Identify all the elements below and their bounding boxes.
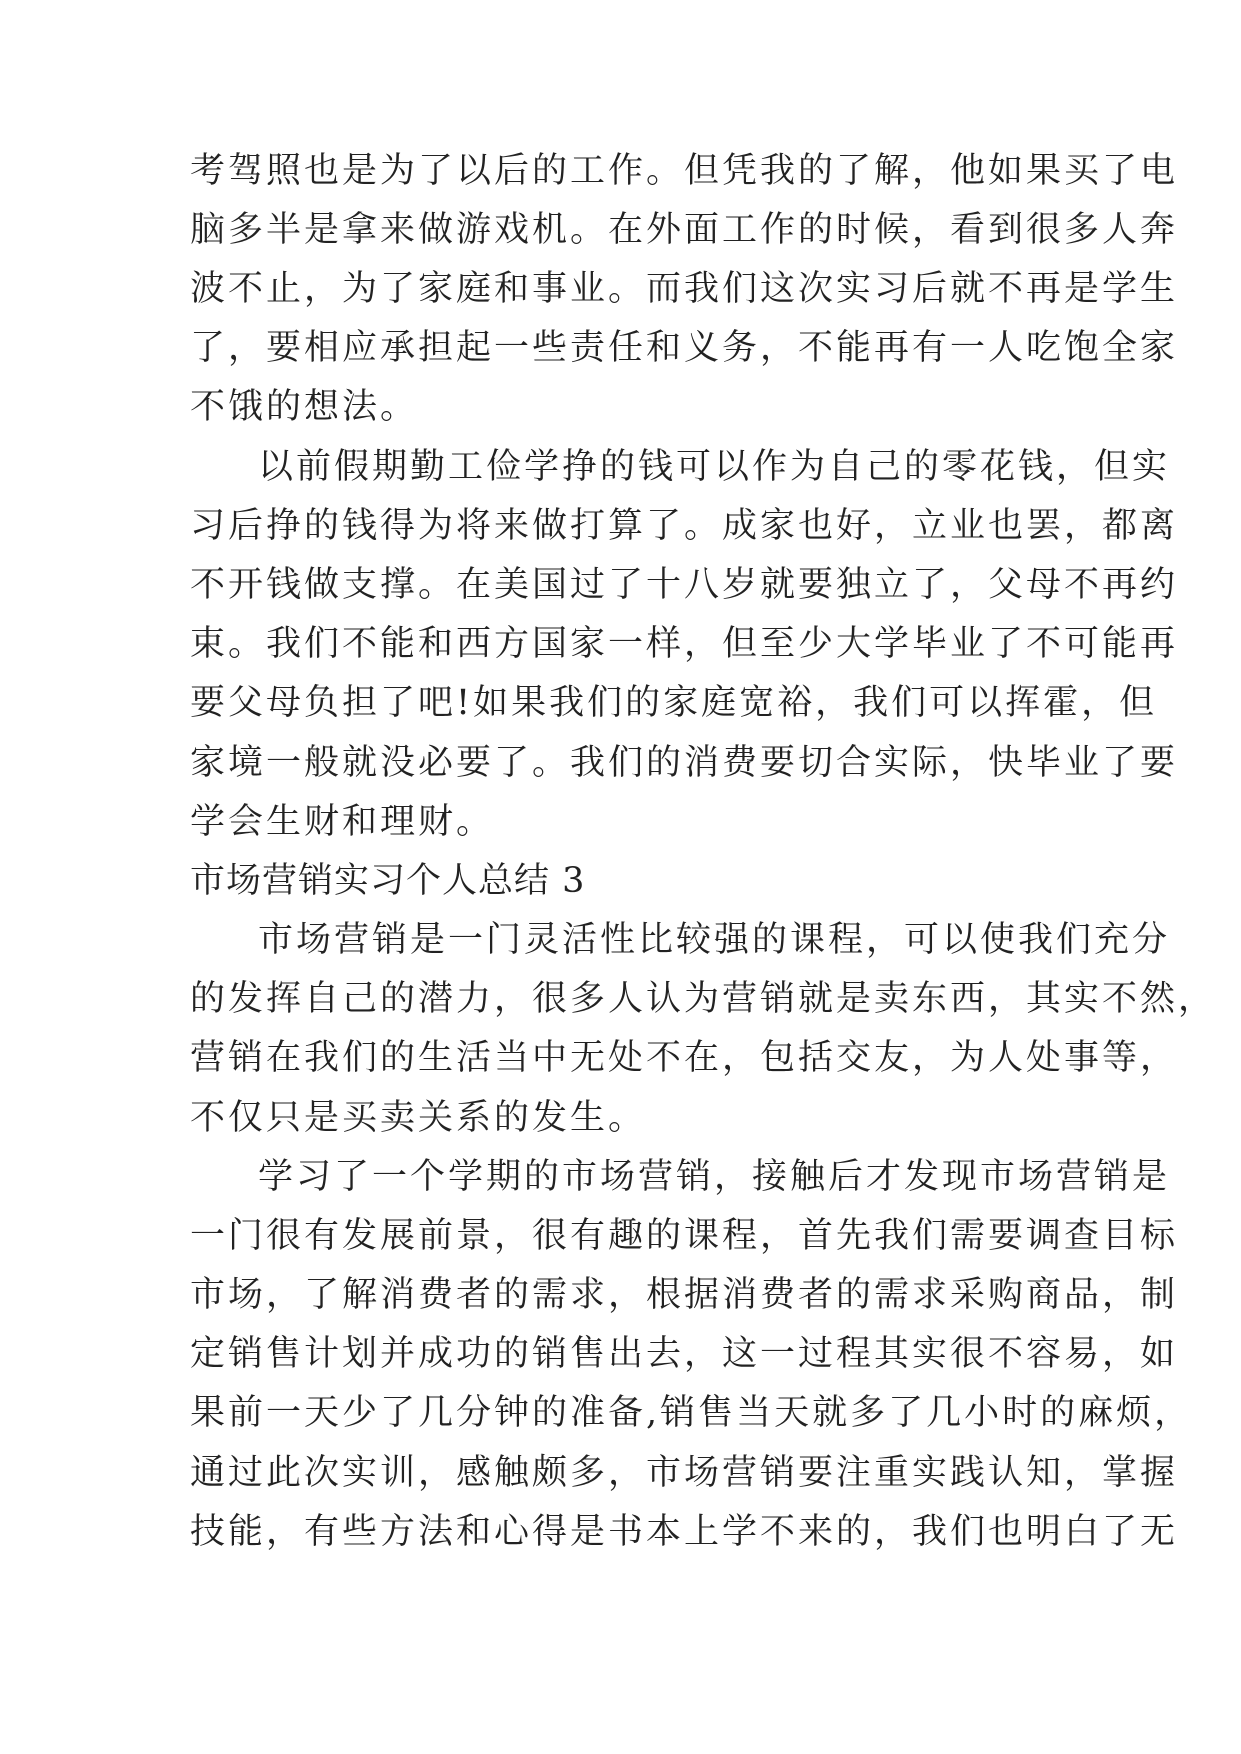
text-line: 波不止，为了家庭和事业。而我们这次实习后就不再是学生 [190, 269, 1179, 309]
text-line: 家境一般就没必要了。我们的消费要切合实际，快毕业了要 [190, 743, 1179, 783]
text-line: 定销售计划并成功的销售出去，这一过程其实很不容易，如 [190, 1334, 1179, 1374]
text-line: 不仅只是买卖关系的发生。 [190, 1098, 647, 1138]
section-heading: 市场营销实习个人总结 3 [190, 861, 586, 901]
text-line: 的发挥自己的潜力，很多人认为营销就是卖东西，其实不然， [190, 979, 1217, 1019]
paragraph-first-line: 以前假期勤工俭学挣的钱可以作为自己的零花钱，但实 [258, 447, 1171, 487]
text-line: 了，要相应承担起一些责任和义务，不能再有一人吃饱全家 [190, 328, 1179, 368]
text-line: 束。我们不能和西方国家一样，但至少大学毕业了不可能再 [190, 624, 1179, 664]
text-line: 市场，了解消费者的需求，根据消费者的需求采购商品，制 [190, 1275, 1179, 1315]
text-line: 果前一天少了几分钟的准备,销售当天就多了几小时的麻烦， [190, 1393, 1193, 1433]
paragraph-first-line: 市场营销是一门灵活性比较强的课程，可以使我们充分 [258, 920, 1171, 960]
text-line: 不开钱做支撑。在美国过了十八岁就要独立了，父母不再约 [190, 565, 1179, 605]
text-line: 一门很有发展前景，很有趣的课程，首先我们需要调查目标 [190, 1216, 1179, 1256]
text-line: 要父母负担了吧!如果我们的家庭宽裕，我们可以挥霍，但 [190, 683, 1158, 723]
text-line: 不饿的想法。 [190, 387, 419, 427]
text-line: 学会生财和理财。 [190, 802, 495, 842]
text-line: 通过此次实训，感触颇多，市场营销要注重实践认知，掌握 [190, 1453, 1179, 1493]
text-line: 习后挣的钱得为将来做打算了。成家也好，立业也罢，都离 [190, 506, 1179, 546]
text-line: 营销在我们的生活当中无处不在，包括交友，为人处事等， [190, 1038, 1179, 1078]
text-line: 脑多半是拿来做游戏机。在外面工作的时候，看到很多人奔 [190, 210, 1179, 250]
text-line: 技能，有些方法和心得是书本上学不来的，我们也明白了无 [190, 1512, 1179, 1552]
paragraph-first-line: 学习了一个学期的市场营销，接触后才发现市场营销是 [258, 1157, 1171, 1197]
text-line: 考驾照也是为了以后的工作。但凭我的了解，他如果买了电 [190, 151, 1179, 191]
